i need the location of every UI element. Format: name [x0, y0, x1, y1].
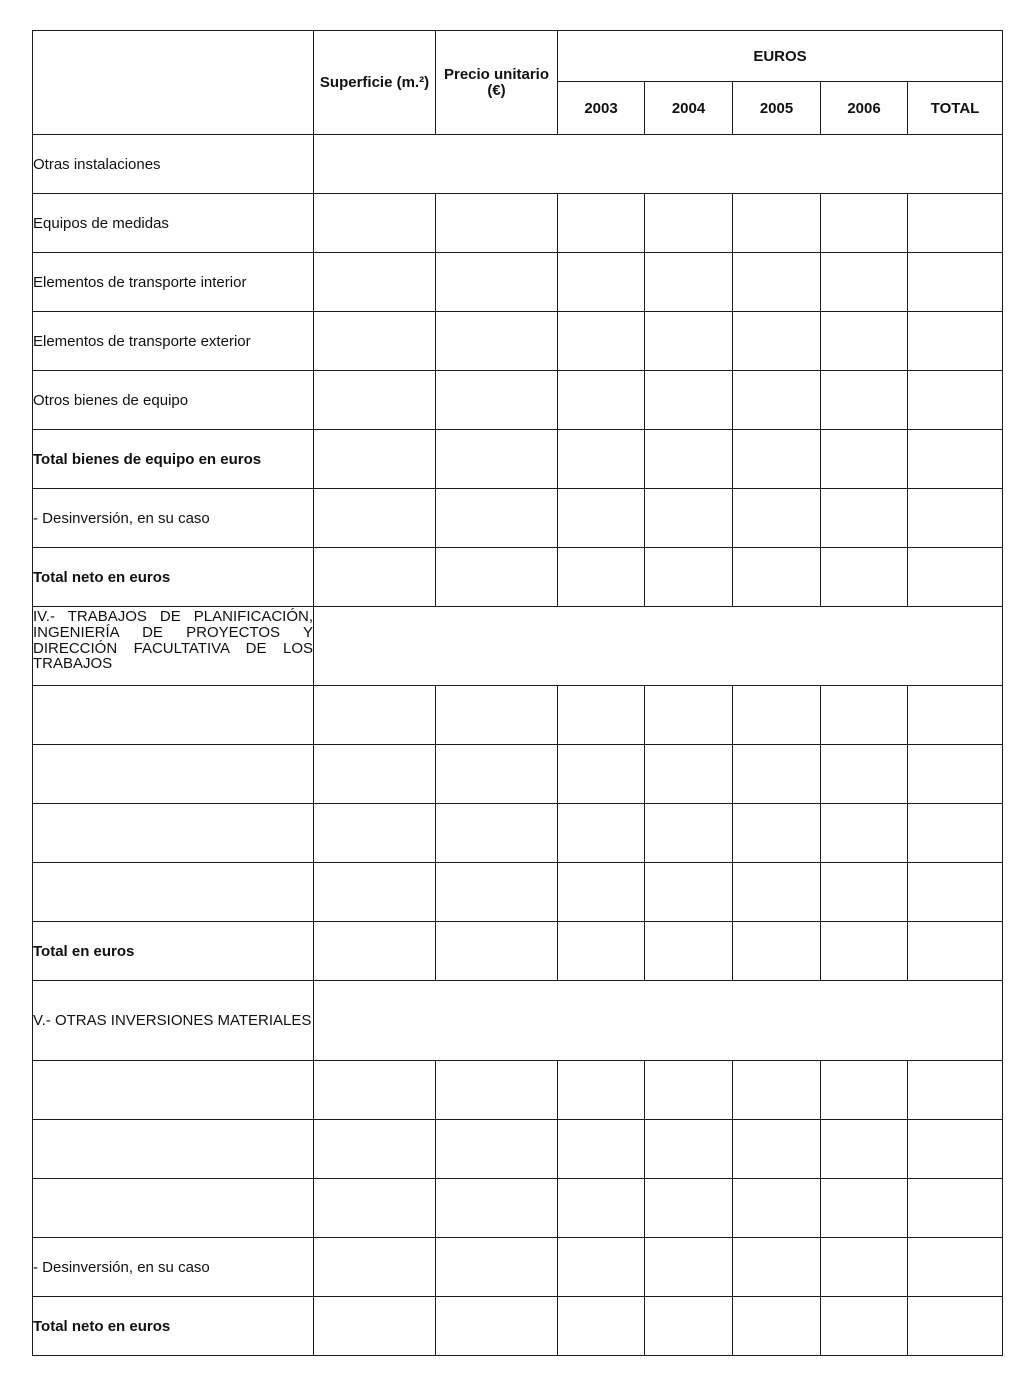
- cell-surface[interactable]: [314, 1238, 436, 1297]
- cell-surface[interactable]: [314, 1061, 436, 1120]
- row-equipos-medidas: [33, 194, 1003, 253]
- cell-2003[interactable]: [558, 1238, 645, 1297]
- cell-total[interactable]: [908, 804, 1003, 863]
- cell-2006[interactable]: [821, 1297, 908, 1356]
- cell-2003[interactable]: [558, 1061, 645, 1120]
- cell-total[interactable]: [908, 312, 1003, 371]
- year-header-2004: 2004: [645, 82, 733, 135]
- cell-total[interactable]: [908, 430, 1003, 489]
- unit-price-header-text: Precio unitario (€): [443, 65, 550, 99]
- cell-surface[interactable]: [314, 489, 436, 548]
- cell-unit-price[interactable]: [436, 1061, 558, 1120]
- cell-surface[interactable]: [314, 194, 436, 253]
- investment-form-table: [32, 30, 1003, 1356]
- cell-2005[interactable]: [733, 1297, 821, 1356]
- cell-2006[interactable]: [821, 1120, 908, 1179]
- cell-2006[interactable]: [821, 686, 908, 745]
- cell-total[interactable]: [908, 1120, 1003, 1179]
- row-blank: [33, 1120, 1003, 1179]
- cell-2006[interactable]: [821, 312, 908, 371]
- row-total-neto-2: [33, 1297, 1003, 1356]
- cell-total[interactable]: [908, 548, 1003, 607]
- year-header-2005: 2005: [733, 82, 821, 135]
- row-total-neto-1: [33, 548, 1003, 607]
- cell-2003[interactable]: [558, 194, 645, 253]
- row-label: Total neto en euros: [33, 1297, 314, 1356]
- cell-2004[interactable]: [645, 1297, 733, 1356]
- cell-unit-price[interactable]: [436, 922, 558, 981]
- cell-concept[interactable]: [33, 1120, 314, 1179]
- cell-2006[interactable]: [821, 745, 908, 804]
- cell-total[interactable]: [908, 922, 1003, 981]
- total-header: TOTAL: [908, 82, 1003, 135]
- cell-unit-price[interactable]: [436, 745, 558, 804]
- cell-2005[interactable]: [733, 489, 821, 548]
- cell-2005[interactable]: [733, 430, 821, 489]
- cell-2004[interactable]: [645, 922, 733, 981]
- cell-2005[interactable]: [733, 1179, 821, 1238]
- row-total-bienes: [33, 430, 1003, 489]
- cell-2004[interactable]: [645, 804, 733, 863]
- cell-surface[interactable]: [314, 548, 436, 607]
- cell-2005[interactable]: [733, 922, 821, 981]
- cell-2006[interactable]: [821, 1061, 908, 1120]
- cell-2006[interactable]: [821, 253, 908, 312]
- surface-header-text: Superficie (m.²): [319, 73, 430, 91]
- cell-total[interactable]: [908, 745, 1003, 804]
- cell-2004[interactable]: [645, 548, 733, 607]
- row-blank: [33, 1061, 1003, 1120]
- cell-surface[interactable]: [314, 745, 436, 804]
- cell-surface[interactable]: [314, 1120, 436, 1179]
- cell-unit-price[interactable]: [436, 371, 558, 430]
- cell-total[interactable]: [908, 1061, 1003, 1120]
- cell-2003[interactable]: [558, 489, 645, 548]
- merged-blank-cell: [314, 607, 1003, 686]
- cell-unit-price[interactable]: [436, 1179, 558, 1238]
- cell-2006[interactable]: [821, 371, 908, 430]
- cell-2005[interactable]: [733, 686, 821, 745]
- cell-total[interactable]: [908, 863, 1003, 922]
- unit-price-header: [436, 31, 558, 135]
- cell-surface[interactable]: [314, 804, 436, 863]
- row-blank: [33, 804, 1003, 863]
- cell-2005[interactable]: [733, 804, 821, 863]
- cell-2003[interactable]: [558, 745, 645, 804]
- row-label: - Desinversión, en su caso: [33, 1238, 314, 1297]
- cell-2003[interactable]: [558, 863, 645, 922]
- cell-2005[interactable]: [733, 1061, 821, 1120]
- concept-header: [33, 31, 314, 135]
- surface-header: [314, 31, 436, 135]
- row-otros-bienes: [33, 371, 1003, 430]
- cell-unit-price[interactable]: [436, 804, 558, 863]
- cell-unit-price[interactable]: [436, 253, 558, 312]
- cell-surface[interactable]: [314, 863, 436, 922]
- row-transporte-interior: [33, 253, 1003, 312]
- cell-2004[interactable]: [645, 863, 733, 922]
- cell-concept[interactable]: [33, 745, 314, 804]
- cell-2006[interactable]: [821, 489, 908, 548]
- cell-surface[interactable]: [314, 371, 436, 430]
- cell-concept[interactable]: [33, 863, 314, 922]
- cell-total[interactable]: [908, 253, 1003, 312]
- cell-total[interactable]: [908, 1297, 1003, 1356]
- row-label: Otros bienes de equipo: [33, 371, 314, 430]
- cell-2006[interactable]: [821, 863, 908, 922]
- cell-surface[interactable]: [314, 686, 436, 745]
- row-section-v: [33, 981, 1003, 1061]
- cell-unit-price[interactable]: [436, 489, 558, 548]
- row-label: - Desinversión, en su caso: [33, 489, 314, 548]
- row-blank: [33, 1179, 1003, 1238]
- row-label: Total bienes de equipo en euros: [33, 430, 314, 489]
- cell-2003[interactable]: [558, 686, 645, 745]
- cell-unit-price[interactable]: [436, 430, 558, 489]
- merged-blank-cell: [314, 981, 1003, 1061]
- cell-2004[interactable]: [645, 1238, 733, 1297]
- cell-surface[interactable]: [314, 253, 436, 312]
- header-row-1: [33, 31, 1003, 82]
- cell-2003[interactable]: [558, 371, 645, 430]
- cell-surface[interactable]: [314, 1297, 436, 1356]
- cell-concept[interactable]: [33, 686, 314, 745]
- cell-total[interactable]: [908, 1179, 1003, 1238]
- row-label: Total en euros: [33, 922, 314, 981]
- cell-total[interactable]: [908, 489, 1003, 548]
- cell-2003[interactable]: [558, 430, 645, 489]
- row-blank: [33, 745, 1003, 804]
- cell-2004[interactable]: [645, 1120, 733, 1179]
- cell-2005[interactable]: [733, 194, 821, 253]
- cell-2005[interactable]: [733, 312, 821, 371]
- row-blank: [33, 686, 1003, 745]
- cell-2004[interactable]: [645, 312, 733, 371]
- cell-unit-price[interactable]: [436, 1120, 558, 1179]
- cell-2006[interactable]: [821, 194, 908, 253]
- row-label: Elementos de transporte exterior: [33, 312, 314, 371]
- cell-concept[interactable]: [33, 1179, 314, 1238]
- cell-2004[interactable]: [645, 430, 733, 489]
- row-desinversion-1: [33, 489, 1003, 548]
- merged-blank-cell: [314, 135, 1003, 194]
- cell-2003[interactable]: [558, 312, 645, 371]
- euros-header: EUROS: [558, 31, 1003, 82]
- cell-surface[interactable]: [314, 1179, 436, 1238]
- row-section-iv: [33, 607, 1003, 686]
- cell-2006[interactable]: [821, 804, 908, 863]
- cell-surface[interactable]: [314, 922, 436, 981]
- cell-unit-price[interactable]: [436, 548, 558, 607]
- cell-2005[interactable]: [733, 371, 821, 430]
- row-label: Elementos de transporte interior: [33, 253, 314, 312]
- cell-2004[interactable]: [645, 1061, 733, 1120]
- row-otras-instalaciones: [33, 135, 1003, 194]
- cell-unit-price[interactable]: [436, 1238, 558, 1297]
- cell-2005[interactable]: [733, 253, 821, 312]
- cell-unit-price[interactable]: [436, 1297, 558, 1356]
- cell-2006[interactable]: [821, 1179, 908, 1238]
- cell-2003[interactable]: [558, 253, 645, 312]
- cell-unit-price[interactable]: [436, 863, 558, 922]
- cell-2003[interactable]: [558, 804, 645, 863]
- cell-2004[interactable]: [645, 194, 733, 253]
- year-header-2003: 2003: [558, 82, 645, 135]
- cell-2005[interactable]: [733, 1120, 821, 1179]
- section-iv-heading: IV.- TRABAJOS DE PLANIFICACIÓN, INGENIERÍA DE PROYECTOS Y DIRECCIÓN FACULTATIVA DE LOS TRABAJOS: [33, 607, 314, 686]
- cell-concept[interactable]: [33, 804, 314, 863]
- cell-2003[interactable]: [558, 1297, 645, 1356]
- cell-2004[interactable]: [645, 745, 733, 804]
- cell-surface[interactable]: [314, 430, 436, 489]
- year-header-2006: 2006: [821, 82, 908, 135]
- cell-unit-price[interactable]: [436, 686, 558, 745]
- cell-concept[interactable]: [33, 1061, 314, 1120]
- cell-surface[interactable]: [314, 312, 436, 371]
- cell-2003[interactable]: [558, 1120, 645, 1179]
- cell-2005[interactable]: [733, 1238, 821, 1297]
- row-total-euros-iv: [33, 922, 1003, 981]
- cell-total[interactable]: [908, 686, 1003, 745]
- cell-2004[interactable]: [645, 1179, 733, 1238]
- cell-2004[interactable]: [645, 371, 733, 430]
- cell-total[interactable]: [908, 1238, 1003, 1297]
- cell-2003[interactable]: [558, 548, 645, 607]
- cell-2004[interactable]: [645, 489, 733, 548]
- cell-2003[interactable]: [558, 922, 645, 981]
- cell-2004[interactable]: [645, 686, 733, 745]
- cell-2005[interactable]: [733, 548, 821, 607]
- row-label: Otras instalaciones: [33, 135, 314, 194]
- section-v-heading: V.- OTRAS INVERSIONES MATERIALES: [33, 981, 314, 1061]
- row-transporte-exterior: [33, 312, 1003, 371]
- cell-total[interactable]: [908, 371, 1003, 430]
- cell-2005[interactable]: [733, 863, 821, 922]
- cell-2005[interactable]: [733, 745, 821, 804]
- cell-unit-price[interactable]: [436, 312, 558, 371]
- row-label: Equipos de medidas: [33, 194, 314, 253]
- row-blank: [33, 863, 1003, 922]
- row-desinversion-2: [33, 1238, 1003, 1297]
- cell-2004[interactable]: [645, 253, 733, 312]
- row-label: Total neto en euros: [33, 548, 314, 607]
- cell-2003[interactable]: [558, 1179, 645, 1238]
- cell-total[interactable]: [908, 194, 1003, 253]
- cell-2006[interactable]: [821, 1238, 908, 1297]
- cell-2006[interactable]: [821, 922, 908, 981]
- cell-2006[interactable]: [821, 548, 908, 607]
- cell-unit-price[interactable]: [436, 194, 558, 253]
- cell-2006[interactable]: [821, 430, 908, 489]
